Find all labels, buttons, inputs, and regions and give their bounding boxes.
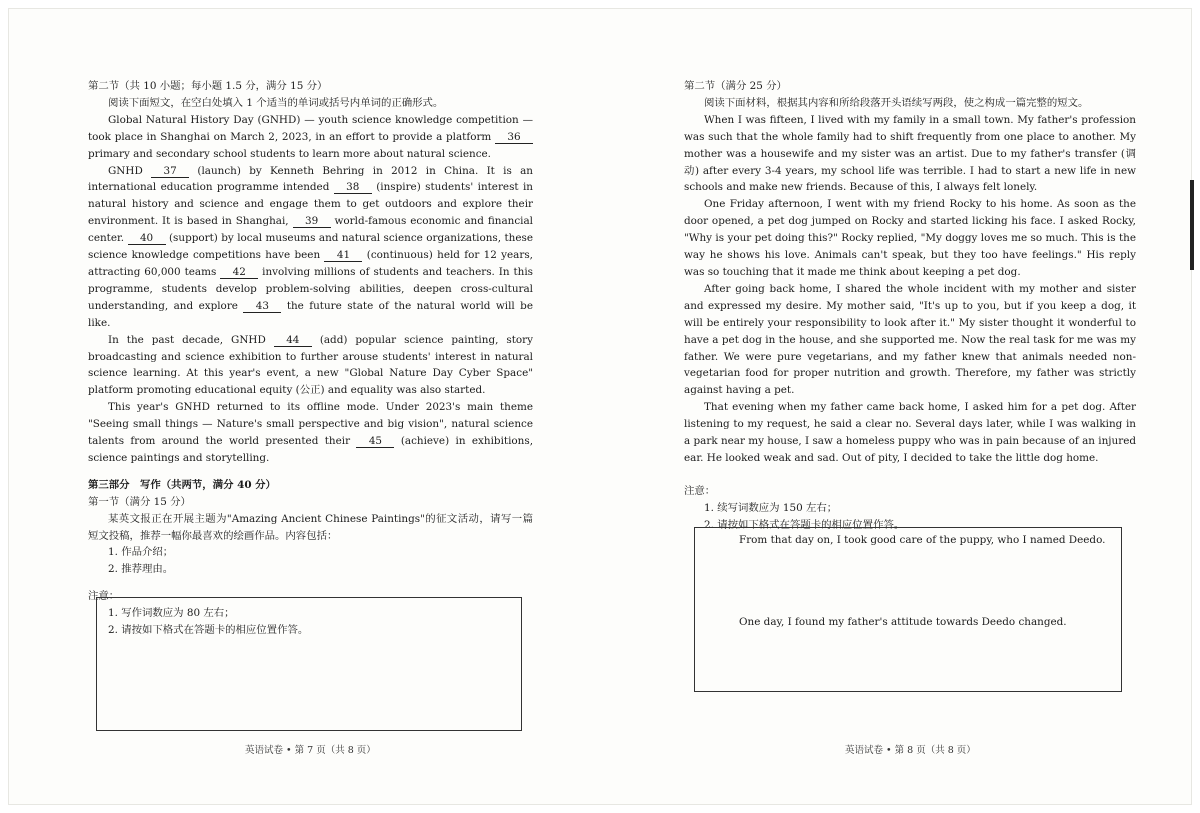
blank-44[interactable]: 44 xyxy=(274,334,312,347)
passage-text: (continuous) held for 12 years, attracting 60,000 teams xyxy=(88,249,533,278)
paragraph-opener-1: From that day on, I took good care of the puppy, who I named Deedo. xyxy=(739,534,1106,546)
blank-41[interactable]: 41 xyxy=(324,249,362,262)
passage-paragraph-4 xyxy=(88,399,533,467)
passage-text: involving millions of students and teachers. In this programme, students develop problem-solving abilities, deepen cross-cultural understanding, and explore xyxy=(88,265,533,312)
blank-42[interactable]: 42 xyxy=(220,266,258,279)
answer-box[interactable] xyxy=(96,597,522,731)
passage-paragraph-2 xyxy=(88,163,533,332)
page-footer: 英语试卷 • 第 7 页（共 8 页） xyxy=(245,745,376,756)
page-footer: 英语试卷 • 第 8 页（共 8 页） xyxy=(845,745,976,756)
scan-edge-mark xyxy=(1190,180,1194,270)
continuation-answer-box[interactable] xyxy=(694,527,1122,692)
notes-label: 注意： xyxy=(684,484,716,497)
passage-text: In the past decade, GNHD xyxy=(108,333,266,346)
passage-text: (add) popular science painting, story broadcasting and science exhibition to further arouse students' interest in natural science learning. At this year's event, a new "Global Nature Day Cyber Space" platform promoting educational equity (公正) and equality was also started. xyxy=(88,333,533,397)
passage-text: world-famous economic and financial center. xyxy=(88,215,534,245)
blank-36[interactable]: 36 xyxy=(495,131,533,144)
passage-text: primary and secondary school students to learn more about natural science. xyxy=(88,147,491,160)
content-item-2: 2. 推荐理由。 xyxy=(108,563,174,576)
note-item-2: 2. 请按如下格式在答题卡的相应位置作答。 xyxy=(704,518,905,531)
passage-text: (support) by local museums and natural science organizations, these science knowledge competitions have been xyxy=(88,232,533,262)
instructions: 阅读下面短文，在空白处填入 1 个适当的单词或括号内单词的正确形式。 xyxy=(108,96,444,109)
writing-prompt: 某英文报正在开展主题为"Amazing Ancient Chinese Paintings"的征文活动，请写一篇短文投稿，推荐一幅你最喜欢的绘画作品。内容包括： xyxy=(88,512,533,542)
story-paragraph-2: One Friday afternoon, I went with my friend Rocky to his home. As soon as the door opened, a pet dog jumped on Rocky and started licking his face. I asked Rocky, "Why is your pet doing this?" Rocky replied, "My doggy loves me so much. This is the way he shows his love. Animals can't speak, but they too have feelings." His reply was so touching that it made me think about keeping a pet dog. xyxy=(684,198,1136,278)
blank-45[interactable]: 45 xyxy=(356,435,394,448)
passage-text: (inspire) students' interest in natural history and science and engage them to get outdoors and explore their environment. It is based in Shanghai, xyxy=(88,181,534,228)
passage-paragraph-1 xyxy=(88,112,533,163)
instructions: 阅读下面材料，根据其内容和所给段落开头语续写两段，使之构成一篇完整的短文。 xyxy=(704,96,1089,109)
passage-text: (launch) by Kenneth Behring in 2012 in China. It is an international education programme intended xyxy=(88,164,533,194)
blank-38[interactable]: 38 xyxy=(334,181,372,194)
part-three-header: 第三部分 写作（共两节，满分 40 分） xyxy=(88,478,276,491)
passage-text: GNHD xyxy=(108,164,143,177)
blank-39[interactable]: 39 xyxy=(293,215,331,228)
note-item-1: 1. 写作词数应为 80 左右； xyxy=(108,607,235,620)
passage-text: the future state of the natural world will be like. xyxy=(88,299,533,329)
paragraph-opener-2: One day, I found my father's attitude towards Deedo changed. xyxy=(739,616,1067,628)
blank-43[interactable]: 43 xyxy=(243,300,281,313)
note-item-2: 2. 请按如下格式在答题卡的相应位置作答。 xyxy=(108,624,309,637)
story-paragraph-4: That evening when my father came back home, I asked him for a pet dog. After listening to my request, he said a clear no. Several days later, while I was walking in a park near my house, I saw a homeless puppy who was in pain because of an injured ear. He looked weak and sad. Out of pity, I decided to take the little dog home. xyxy=(684,401,1136,464)
story-paragraph-1: When I was fifteen, I lived with my family in a small town. My father's profession was such that the whole family had to shift frequently from one place to another. My mother was a housewife and my sister was an artist. Due to my father's transfer (调动) after every 3-4 years, my school life was terrible. I had to start a new life in new schools and make new friends. Because of this, I always felt lonely. xyxy=(684,113,1136,194)
note-item-1: 1. 续写词数应为 150 左右； xyxy=(704,501,838,514)
notes-label: 注意： xyxy=(88,590,120,603)
passage-paragraph-3 xyxy=(88,332,533,400)
passage-text: This year's GNHD returned to its offline mode. Under 2023's main theme "Seeing small things — Nature's small perspective and big vision", natural science talents from around the world presented their xyxy=(88,401,533,448)
blank-37[interactable]: 37 xyxy=(151,165,189,178)
blank-40[interactable]: 40 xyxy=(128,232,166,245)
section-header: 第二节（满分 25 分） xyxy=(684,80,787,92)
story-paragraph-3: After going back home, I shared the whole incident with my mother and sister and expressed my desire. My mother said, "It's up to you, but if you keep a dog, it will be entirely your responsibility to look after it." My sister thought it wonderful to have a pet dog in the house, and she supported me. Now the real task for me was my father. We were pure vegetarians, and my father knew that animals needed non-vegetarian food for proper nutrition and growth. Therefore, my father was strictly against having a pet. xyxy=(684,282,1136,397)
passage-text: Global Natural History Day (GNHD) — youth science knowledge competition — took place in Shanghai on March 2, 2023, in an effort to provide a platform xyxy=(88,113,533,143)
section-header: 第二节（共 10 小题；每小题 1.5 分，满分 15 分） xyxy=(88,80,328,92)
passage-text: (achieve) in exhibitions, science paintings and storytelling. xyxy=(88,435,533,464)
content-item-1: 1. 作品介绍； xyxy=(108,546,174,559)
section-one-header: 第一节（满分 15 分） xyxy=(88,495,191,508)
right-page xyxy=(684,78,1136,534)
left-page xyxy=(88,78,533,639)
